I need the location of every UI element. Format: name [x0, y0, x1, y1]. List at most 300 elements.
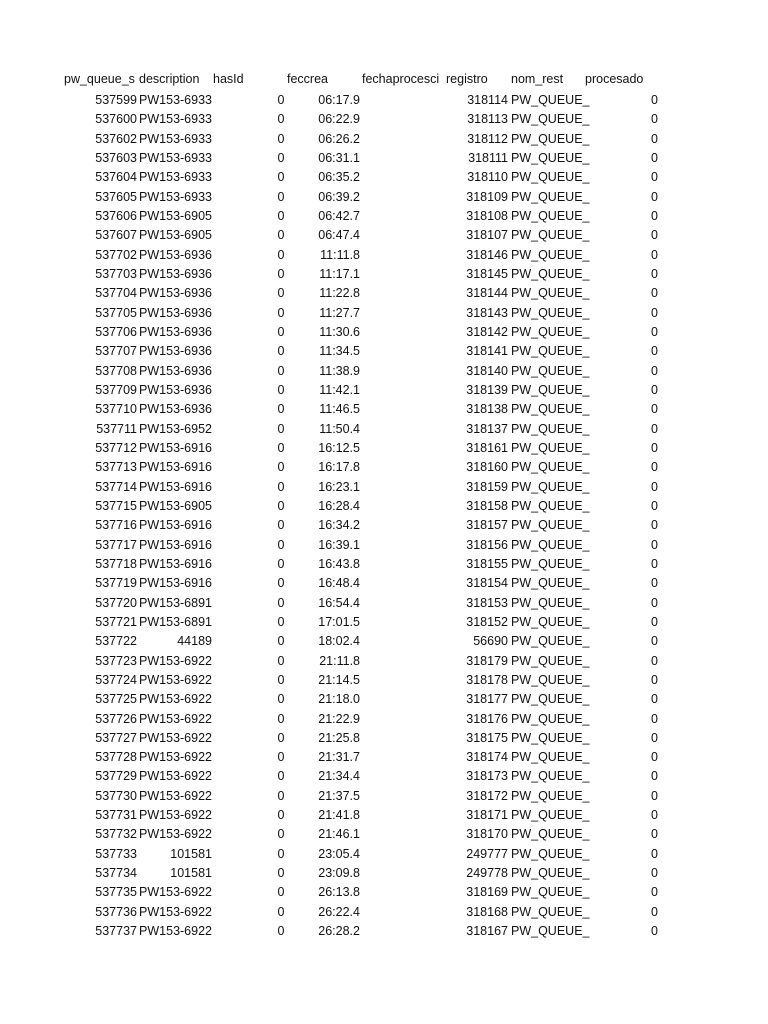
cell-pw-queue-s: 537720 — [95, 595, 137, 610]
cell-procesado: 0 — [651, 634, 658, 649]
cell-hasid: 0 — [277, 228, 285, 243]
cell-nom-rest: PW_QUEUE_ — [511, 228, 590, 243]
cell-pw-queue-s: 537715 — [95, 498, 137, 513]
cell-hasid: 0 — [277, 556, 285, 571]
cell-nom-rest: PW_QUEUE_ — [511, 904, 590, 919]
cell-description: PW153-6933 — [139, 112, 212, 127]
cell-feccrea: 18:02.4 — [318, 634, 360, 649]
cell-registro: 318142 — [466, 324, 508, 339]
cell-feccrea: 11:42.1 — [319, 382, 360, 397]
cell-hasid: 0 — [277, 344, 285, 359]
table-row — [0, 825, 768, 844]
cell-feccrea: 11:27.7 — [319, 305, 360, 320]
cell-procesado: 0 — [651, 711, 658, 726]
cell-feccrea: 06:31.1 — [318, 150, 360, 165]
cell-procesado: 0 — [651, 576, 658, 591]
cell-nom-rest: PW_QUEUE_ — [511, 112, 590, 127]
table-row — [0, 806, 768, 825]
table-row — [0, 207, 768, 226]
cell-registro: 318140 — [466, 363, 508, 378]
cell-hasid: 0 — [277, 653, 285, 668]
cell-description: PW153-6922 — [139, 788, 212, 803]
cell-pw-queue-s: 537607 — [95, 228, 137, 243]
table-row — [0, 574, 768, 593]
cell-procesado: 0 — [651, 440, 658, 455]
cell-hasid: 0 — [277, 885, 285, 900]
table-row — [0, 903, 768, 922]
table-row — [0, 478, 768, 497]
cell-pw-queue-s: 537725 — [95, 692, 137, 707]
table-row — [0, 149, 768, 168]
cell-procesado: 0 — [651, 324, 658, 339]
cell-description: PW153-6922 — [139, 885, 212, 900]
table-row — [0, 420, 768, 439]
cell-feccrea: 26:13.8 — [318, 885, 360, 900]
cell-nom-rest: PW_QUEUE_ — [511, 556, 590, 571]
cell-feccrea: 21:41.8 — [318, 808, 360, 823]
cell-feccrea: 11:30.6 — [319, 324, 360, 339]
cell-registro: 318145 — [466, 266, 508, 281]
cell-procesado: 0 — [651, 653, 658, 668]
cell-pw-queue-s: 537728 — [95, 750, 137, 765]
cell-feccrea: 21:14.5 — [318, 672, 360, 687]
cell-feccrea: 21:11.8 — [319, 653, 360, 668]
table-row — [0, 883, 768, 902]
cell-hasid: 0 — [277, 711, 285, 726]
cell-registro: 318172 — [466, 788, 508, 803]
header-nom-rest: nom_rest — [511, 72, 564, 86]
cell-registro: 318138 — [466, 402, 508, 417]
table-row — [0, 710, 768, 729]
table-row — [0, 188, 768, 207]
cell-description: PW153-6891 — [139, 595, 212, 610]
cell-feccrea: 06:22.9 — [318, 112, 360, 127]
header-hasid: hasId — [213, 72, 244, 86]
cell-hasid: 0 — [277, 479, 285, 494]
cell-description: 101581 — [170, 866, 212, 881]
cell-hasid: 0 — [277, 402, 285, 417]
table-row — [0, 168, 768, 187]
cell-feccrea: 11:38.9 — [319, 363, 360, 378]
cell-nom-rest: PW_QUEUE_ — [511, 498, 590, 513]
cell-description: PW153-6933 — [139, 93, 212, 107]
cell-hasid: 0 — [277, 808, 285, 823]
cell-description: PW153-6916 — [139, 537, 212, 552]
cell-nom-rest: PW_QUEUE_ — [511, 402, 590, 417]
cell-pw-queue-s: 537721 — [95, 614, 137, 629]
cell-pw-queue-s: 537727 — [95, 730, 137, 745]
cell-registro: 318156 — [466, 537, 508, 552]
cell-registro: 318167 — [466, 924, 508, 939]
cell-feccrea: 16:54.4 — [318, 595, 360, 610]
header-feccrea: feccrea — [287, 72, 328, 86]
cell-registro: 318111 — [468, 150, 508, 165]
cell-procesado: 0 — [651, 866, 658, 881]
table-row — [0, 130, 768, 149]
cell-hasid: 0 — [277, 305, 285, 320]
cell-description: PW153-6922 — [139, 827, 212, 842]
header-registro: registro — [446, 72, 488, 86]
cell-description: PW153-6936 — [139, 363, 212, 378]
cell-procesado: 0 — [651, 150, 658, 165]
cell-feccrea: 06:42.7 — [318, 208, 360, 223]
cell-procesado: 0 — [651, 692, 658, 707]
cell-feccrea: 11:46.5 — [319, 402, 360, 417]
cell-pw-queue-s: 537606 — [95, 208, 137, 223]
cell-hasid: 0 — [277, 692, 285, 707]
cell-nom-rest: PW_QUEUE_ — [511, 479, 590, 494]
cell-hasid: 0 — [277, 150, 285, 165]
cell-description: PW153-6936 — [139, 286, 212, 301]
cell-hasid: 0 — [277, 750, 285, 765]
table-row — [0, 304, 768, 323]
cell-procesado: 0 — [651, 904, 658, 919]
cell-feccrea: 16:28.4 — [318, 498, 360, 513]
cell-description: PW153-6936 — [139, 247, 212, 262]
cell-feccrea: 06:26.2 — [318, 131, 360, 146]
cell-registro: 318161 — [466, 440, 508, 455]
cell-procesado: 0 — [651, 924, 658, 939]
table-row — [0, 671, 768, 690]
cell-registro: 318178 — [466, 672, 508, 687]
cell-registro: 318174 — [466, 750, 508, 765]
cell-hasid: 0 — [277, 363, 285, 378]
table-row — [0, 381, 768, 400]
cell-registro: 318144 — [466, 286, 508, 301]
cell-pw-queue-s: 537603 — [95, 150, 137, 165]
cell-feccrea: 06:47.4 — [318, 228, 360, 243]
cell-pw-queue-s: 537708 — [95, 363, 137, 378]
cell-pw-queue-s: 537703 — [95, 266, 137, 281]
cell-hasid: 0 — [277, 498, 285, 513]
cell-description: PW153-6922 — [139, 808, 212, 823]
cell-hasid: 0 — [277, 788, 285, 803]
cell-nom-rest: PW_QUEUE_ — [511, 885, 590, 900]
cell-pw-queue-s: 537732 — [95, 827, 137, 842]
cell-nom-rest: PW_QUEUE_ — [511, 382, 590, 397]
cell-pw-queue-s: 537599 — [95, 93, 137, 107]
cell-registro: 318179 — [466, 653, 508, 668]
cell-description: PW153-6916 — [139, 460, 212, 475]
cell-procesado: 0 — [651, 208, 658, 223]
cell-feccrea: 21:37.5 — [318, 788, 360, 803]
cell-hasid: 0 — [277, 440, 285, 455]
table-row — [0, 613, 768, 632]
cell-nom-rest: PW_QUEUE_ — [511, 170, 590, 185]
cell-nom-rest: PW_QUEUE_ — [511, 808, 590, 823]
cell-procesado: 0 — [651, 769, 658, 784]
cell-procesado: 0 — [651, 518, 658, 533]
cell-nom-rest: PW_QUEUE_ — [511, 286, 590, 301]
cell-nom-rest: PW_QUEUE_ — [511, 634, 590, 649]
cell-feccrea: 16:48.4 — [318, 576, 360, 591]
cell-procesado: 0 — [651, 305, 658, 320]
cell-hasid: 0 — [277, 595, 285, 610]
table-row — [0, 767, 768, 786]
cell-registro: 318143 — [466, 305, 508, 320]
cell-hasid: 0 — [277, 769, 285, 784]
cell-registro: 318107 — [466, 228, 508, 243]
cell-registro: 318171 — [466, 808, 508, 823]
cell-hasid: 0 — [277, 170, 285, 185]
table-row — [0, 864, 768, 883]
cell-nom-rest: PW_QUEUE_ — [511, 827, 590, 842]
cell-nom-rest: PW_QUEUE_ — [511, 924, 590, 939]
cell-description: PW153-6922 — [139, 750, 212, 765]
cell-hasid: 0 — [277, 382, 285, 397]
cell-description: PW153-6952 — [139, 421, 212, 436]
cell-description: PW153-6916 — [139, 556, 212, 571]
cell-feccrea: 21:31.7 — [318, 750, 360, 765]
cell-nom-rest: PW_QUEUE_ — [511, 769, 590, 784]
table-row — [0, 497, 768, 516]
cell-hasid: 0 — [277, 112, 285, 127]
cell-feccrea: 26:28.2 — [318, 924, 360, 939]
cell-pw-queue-s: 537704 — [95, 286, 137, 301]
cell-procesado: 0 — [651, 750, 658, 765]
cell-description: PW153-6936 — [139, 305, 212, 320]
cell-description: 101581 — [170, 846, 212, 861]
cell-registro: 318158 — [466, 498, 508, 513]
cell-description: PW153-6922 — [139, 711, 212, 726]
cell-description: PW153-6936 — [139, 344, 212, 359]
cell-procesado: 0 — [651, 131, 658, 146]
table-row — [0, 91, 768, 110]
cell-feccrea: 21:34.4 — [318, 769, 360, 784]
cell-feccrea: 21:18.0 — [318, 692, 360, 707]
cell-pw-queue-s: 537707 — [95, 344, 137, 359]
cell-nom-rest: PW_QUEUE_ — [511, 653, 590, 668]
cell-registro: 318176 — [466, 711, 508, 726]
cell-pw-queue-s: 537733 — [95, 846, 137, 861]
cell-description: PW153-6933 — [139, 131, 212, 146]
cell-hasid: 0 — [277, 266, 285, 281]
cell-hasid: 0 — [277, 189, 285, 204]
cell-pw-queue-s: 537712 — [95, 440, 137, 455]
cell-hasid: 0 — [277, 576, 285, 591]
cell-nom-rest: PW_QUEUE_ — [511, 208, 590, 223]
cell-pw-queue-s: 537717 — [95, 537, 137, 552]
cell-registro: 318154 — [466, 576, 508, 591]
cell-pw-queue-s: 537735 — [95, 885, 137, 900]
cell-description: PW153-6916 — [139, 440, 212, 455]
cell-procesado: 0 — [651, 846, 658, 861]
cell-nom-rest: PW_QUEUE_ — [511, 150, 590, 165]
table-row — [0, 536, 768, 555]
cell-nom-rest: PW_QUEUE_ — [511, 131, 590, 146]
cell-nom-rest: PW_QUEUE_ — [511, 595, 590, 610]
cell-hasid: 0 — [277, 904, 285, 919]
cell-hasid: 0 — [277, 93, 285, 107]
cell-feccrea: 23:05.4 — [318, 846, 360, 861]
cell-nom-rest: PW_QUEUE_ — [511, 788, 590, 803]
cell-nom-rest: PW_QUEUE_ — [511, 266, 590, 281]
table-row — [0, 787, 768, 806]
cell-pw-queue-s: 537729 — [95, 769, 137, 784]
cell-registro: 318173 — [466, 769, 508, 784]
table-row — [0, 845, 768, 864]
cell-nom-rest: PW_QUEUE_ — [511, 189, 590, 204]
cell-description: PW153-6936 — [139, 402, 212, 417]
cell-pw-queue-s: 537604 — [95, 170, 137, 185]
cell-feccrea: 21:46.1 — [318, 827, 360, 842]
cell-feccrea: 06:17.9 — [318, 93, 360, 107]
cell-procesado: 0 — [651, 498, 658, 513]
cell-hasid: 0 — [277, 518, 285, 533]
cell-feccrea: 16:39.1 — [318, 537, 360, 552]
cell-registro: 318109 — [466, 189, 508, 204]
cell-nom-rest: PW_QUEUE_ — [511, 866, 590, 881]
cell-registro: 318160 — [466, 460, 508, 475]
cell-hasid: 0 — [277, 247, 285, 262]
cell-pw-queue-s: 537726 — [95, 711, 137, 726]
cell-procesado: 0 — [651, 537, 658, 552]
cell-description: PW153-6922 — [139, 692, 212, 707]
cell-nom-rest: PW_QUEUE_ — [511, 672, 590, 687]
cell-description: PW153-6933 — [139, 170, 212, 185]
cell-registro: 318108 — [466, 208, 508, 223]
cell-feccrea: 26:22.4 — [318, 904, 360, 919]
cell-procesado: 0 — [651, 885, 658, 900]
cell-procesado: 0 — [651, 730, 658, 745]
cell-hasid: 0 — [277, 846, 285, 861]
table-row — [0, 400, 768, 419]
cell-hasid: 0 — [277, 672, 285, 687]
cell-registro: 318159 — [466, 479, 508, 494]
cell-description: PW153-6916 — [139, 576, 212, 591]
cell-nom-rest: PW_QUEUE_ — [511, 363, 590, 378]
cell-pw-queue-s: 537605 — [95, 189, 137, 204]
cell-procesado: 0 — [651, 788, 658, 803]
cell-pw-queue-s: 537718 — [95, 556, 137, 571]
cell-pw-queue-s: 537705 — [95, 305, 137, 320]
cell-nom-rest: PW_QUEUE_ — [511, 518, 590, 533]
cell-procesado: 0 — [651, 556, 658, 571]
cell-hasid: 0 — [277, 131, 285, 146]
cell-feccrea: 06:35.2 — [318, 170, 360, 185]
table-row — [0, 362, 768, 381]
cell-feccrea: 16:12.5 — [318, 440, 360, 455]
cell-nom-rest: PW_QUEUE_ — [511, 576, 590, 591]
cell-nom-rest: PW_QUEUE_ — [511, 324, 590, 339]
cell-feccrea: 21:25.8 — [318, 730, 360, 745]
cell-hasid: 0 — [277, 208, 285, 223]
cell-registro: 318169 — [466, 885, 508, 900]
cell-description: PW153-6916 — [139, 479, 212, 494]
cell-procesado: 0 — [651, 479, 658, 494]
cell-description: PW153-6922 — [139, 672, 212, 687]
cell-hasid: 0 — [277, 730, 285, 745]
cell-pw-queue-s: 537713 — [95, 460, 137, 475]
table-row — [0, 748, 768, 767]
cell-description: PW153-6922 — [139, 653, 212, 668]
cell-description: PW153-6905 — [139, 208, 212, 223]
cell-feccrea: 11:17.1 — [319, 266, 360, 281]
cell-pw-queue-s: 537714 — [95, 479, 137, 494]
table-row — [0, 690, 768, 709]
cell-feccrea: 06:39.2 — [318, 189, 360, 204]
cell-procesado: 0 — [651, 382, 658, 397]
cell-description: PW153-6922 — [139, 924, 212, 939]
cell-description: PW153-6905 — [139, 498, 212, 513]
cell-description: PW153-6936 — [139, 382, 212, 397]
table-row — [0, 652, 768, 671]
cell-hasid: 0 — [277, 286, 285, 301]
cell-procesado: 0 — [651, 672, 658, 687]
cell-registro: 318113 — [467, 112, 508, 127]
cell-description: PW153-6933 — [139, 189, 212, 204]
cell-feccrea: 16:23.1 — [318, 479, 360, 494]
cell-procesado: 0 — [651, 247, 658, 262]
cell-registro: 318112 — [467, 131, 508, 146]
cell-pw-queue-s: 537602 — [95, 131, 137, 146]
cell-procesado: 0 — [651, 460, 658, 475]
table-row — [0, 226, 768, 245]
cell-hasid: 0 — [277, 634, 285, 649]
cell-nom-rest: PW_QUEUE_ — [511, 421, 590, 436]
cell-registro: 318137 — [466, 421, 508, 436]
cell-procesado: 0 — [651, 402, 658, 417]
cell-procesado: 0 — [651, 112, 658, 127]
cell-hasid: 0 — [277, 827, 285, 842]
cell-registro: 318110 — [467, 170, 508, 185]
cell-pw-queue-s: 537723 — [95, 653, 137, 668]
cell-feccrea: 11:11.8 — [320, 247, 360, 262]
cell-pw-queue-s: 537730 — [95, 788, 137, 803]
cell-procesado: 0 — [651, 421, 658, 436]
header-fechaprocesci: fechaprocesci — [362, 72, 440, 86]
cell-pw-queue-s: 537709 — [95, 382, 137, 397]
cell-registro: 249777 — [466, 846, 508, 861]
cell-pw-queue-s: 537719 — [95, 576, 137, 591]
cell-procesado: 0 — [651, 266, 658, 281]
cell-pw-queue-s: 537724 — [95, 672, 137, 687]
cell-registro: 318139 — [466, 382, 508, 397]
cell-registro: 318157 — [466, 518, 508, 533]
cell-nom-rest: PW_QUEUE_ — [511, 711, 590, 726]
cell-description: PW153-6916 — [139, 518, 212, 533]
cell-description: PW153-6933 — [139, 150, 212, 165]
cell-nom-rest: PW_QUEUE_ — [511, 440, 590, 455]
cell-hasid: 0 — [277, 614, 285, 629]
table-row — [0, 265, 768, 284]
cell-procesado: 0 — [651, 595, 658, 610]
cell-nom-rest: PW_QUEUE_ — [511, 247, 590, 262]
cell-hasid: 0 — [277, 537, 285, 552]
cell-nom-rest: PW_QUEUE_ — [511, 305, 590, 320]
table-row — [0, 246, 768, 265]
cell-feccrea: 11:34.5 — [319, 344, 360, 359]
cell-description: PW153-6922 — [139, 904, 212, 919]
table-row — [0, 632, 768, 651]
table-row — [0, 458, 768, 477]
cell-nom-rest: PW_QUEUE_ — [511, 750, 590, 765]
cell-nom-rest: PW_QUEUE_ — [511, 614, 590, 629]
cell-feccrea: 16:43.8 — [318, 556, 360, 571]
cell-registro: 318168 — [466, 904, 508, 919]
cell-pw-queue-s: 537731 — [95, 808, 137, 823]
cell-nom-rest: PW_QUEUE_ — [511, 344, 590, 359]
cell-nom-rest: PW_QUEUE_ — [511, 537, 590, 552]
cell-pw-queue-s: 537702 — [95, 247, 137, 262]
table-row — [0, 729, 768, 748]
cell-nom-rest: PW_QUEUE_ — [511, 692, 590, 707]
cell-procesado: 0 — [651, 228, 658, 243]
cell-hasid: 0 — [277, 866, 285, 881]
cell-pw-queue-s: 537722 — [95, 634, 137, 649]
cell-pw-queue-s: 537737 — [95, 924, 137, 939]
cell-feccrea: 21:22.9 — [318, 711, 360, 726]
